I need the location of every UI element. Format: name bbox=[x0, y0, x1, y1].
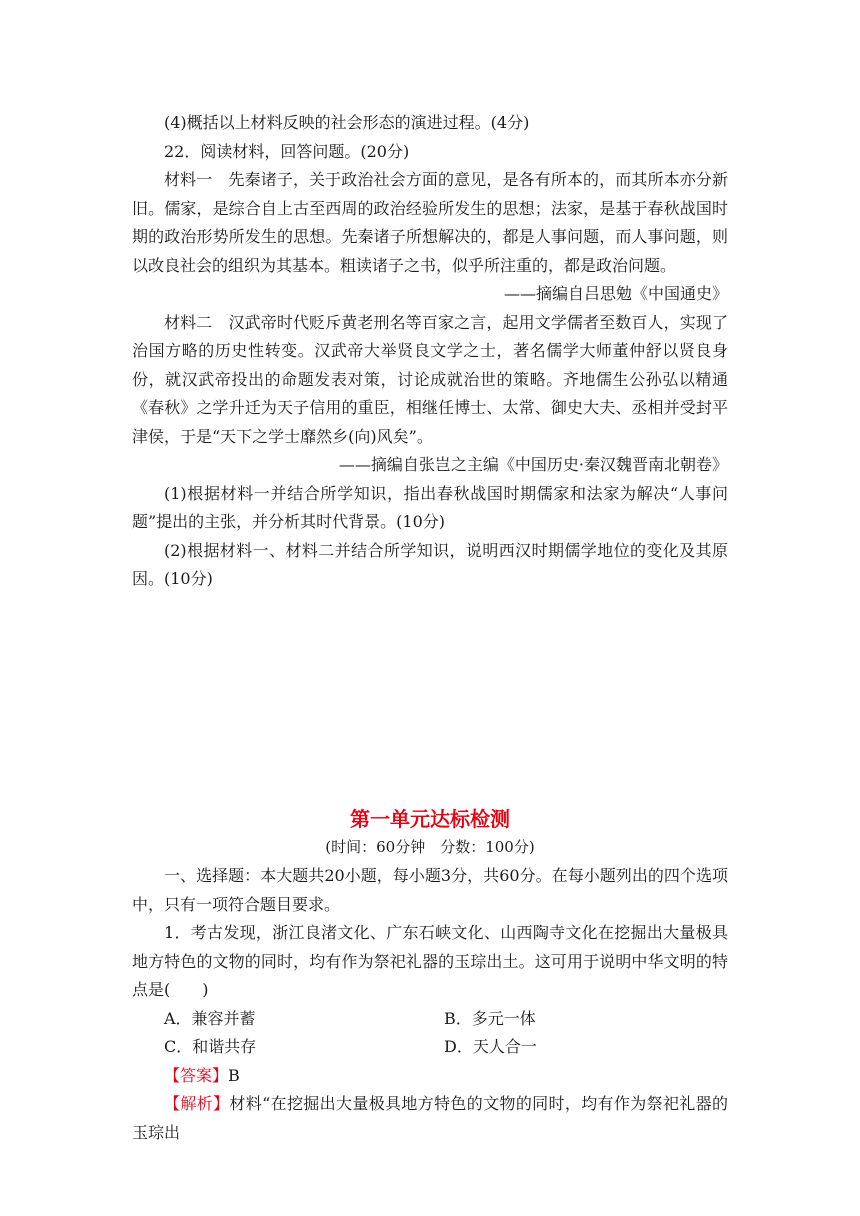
answer-value: B bbox=[228, 1065, 240, 1085]
test-subtitle: (时间：60分钟 分数：100分) bbox=[325, 838, 535, 856]
option-a: A．兼容并蓄 bbox=[164, 1008, 256, 1028]
question-1: 1．考古发现，浙江良渚文化、广东石峡文化、山西陶寺文化在挖掘出大量极具地方特色的文物的同时，均有作为祭祀礼器的玉琮出土。这可用于说明中华文明的特点是( ) bbox=[132, 923, 728, 999]
q22-heading: 22．阅读材料，回答问题。(20分) bbox=[164, 141, 410, 161]
unit-test-section bbox=[132, 804, 728, 1147]
analysis-text: 材料“在挖掘出大量极具地方特色的文物的同时，均有作为祭祀礼器的玉琮出 bbox=[132, 1094, 728, 1142]
answer-line bbox=[132, 1062, 728, 1091]
section-one-instructions: 一、选择题：本大题共20小题，每小题3分，共60分。在每小题列出的四个选项中，只有一项符合题目要求。 bbox=[132, 866, 728, 914]
option-c: C．和谐共存 bbox=[164, 1037, 257, 1056]
option-b: B．多元一体 bbox=[444, 1008, 536, 1028]
analysis-line bbox=[132, 1090, 728, 1147]
material-two: 材料二 汉武帝时代贬斥黄老刑名等百家之言，起用文学儒者至数百人，实现了治国方略的历史性转变。汉武帝大举贤良文学之士，著名儒学大师董仲舒以贤良身份，就汉武帝投出的命题发表对策，讨论成就治世的策略。齐地儒生公孙弘以精通《春秋》之学升迁为天子信用的重臣，相继任博士、太常、御史大夫、丞相并受封平津侯，于是“天下之学士靡然乡(向)风矣”。 bbox=[132, 312, 728, 446]
q22-part2: (2)根据材料一、材料二并结合所学知识，说明西汉时期儒学地位的变化及其原因。(10分) bbox=[132, 540, 728, 588]
material-one-source: ——摘编自吕思勉《中国通史》 bbox=[503, 284, 728, 303]
option-d: D．天人合一 bbox=[444, 1037, 537, 1056]
q22-part1: (1)根据材料一并结合所学知识，指出春秋战国时期儒家和法家为解决“人事问题”提出的主张，并分析其时代背景。(10分) bbox=[132, 483, 728, 531]
question-1-options-row-2 bbox=[132, 1033, 728, 1062]
previous-questions-section bbox=[132, 109, 728, 594]
q21-part4: (4)概括以上材料反映的社会形态的演进过程。(4分) bbox=[164, 113, 530, 132]
material-two-source: ——摘编自张岂之主编《中国历史·秦汉魏晋南北朝卷》 bbox=[338, 455, 728, 474]
answer-tag: 【答案】 bbox=[164, 1065, 229, 1085]
material-one: 材料一 先秦诸子，关于政治社会方面的意见，是各有所本的，而其所本亦分新旧。儒家，是综合自上古至西周的政治经验所发生的思想；法家，是基于春秋战国时期的政治形势所发生的思想。先秦诸子所想解决的，都是人事问题，而人事问题，则以改良社会的组织为其基本。粗读诸子之书，似乎所注重的，都是政治问题。 bbox=[132, 170, 728, 275]
analysis-tag: 【解析】 bbox=[164, 1094, 230, 1113]
question-1-options-row-1 bbox=[132, 1005, 728, 1034]
test-title: 第一单元达标检测 bbox=[350, 807, 510, 831]
